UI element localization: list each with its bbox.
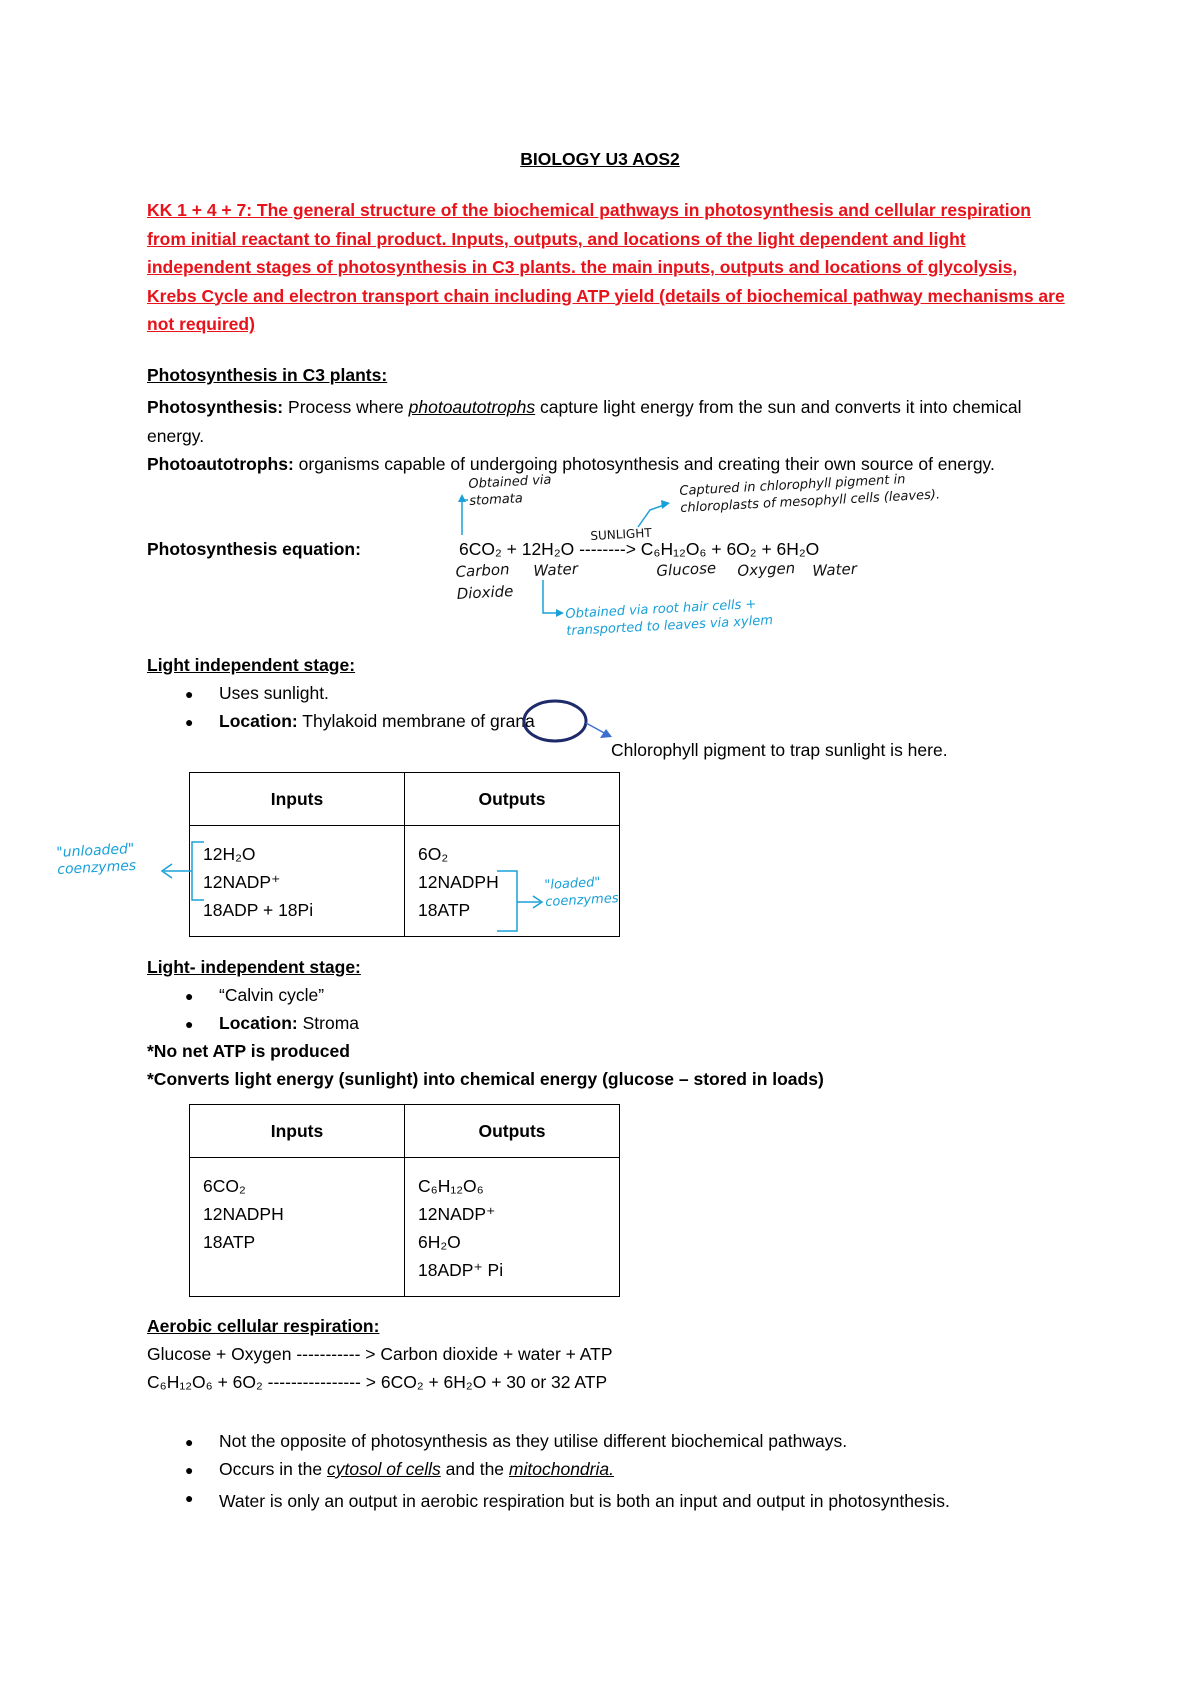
unloaded-coenzymes-note: "unloaded" coenzymes: [56, 840, 137, 878]
table-cell-value: 18ATP: [203, 1232, 256, 1252]
captured-note: Captured in chlorophyll pigment in chloroplasts of mesophyll cells (leaves).: [679, 472, 941, 516]
table-cell-value: 18ADP + 18Pi: [203, 900, 314, 920]
table-cell-value: 6O₂: [418, 844, 449, 864]
mitochondria-link: mitochondria.: [508, 1459, 614, 1479]
inputs-header: Inputs: [190, 1105, 405, 1158]
table-cell-value: 18ADP⁺ Pi: [418, 1260, 504, 1280]
no-atp-note: *No net ATP is produced: [147, 1041, 350, 1061]
bullet-dot: ●: [185, 714, 194, 730]
unloaded-bracket: [192, 842, 204, 900]
bullet-dot: ●: [185, 1490, 194, 1506]
root-arrow: [543, 580, 558, 613]
def-post: capture light energy from the sun and converts it into chemical energy.: [147, 397, 1022, 446]
def-pre: Process where: [288, 397, 404, 417]
captured-arrow: [638, 505, 664, 527]
inputs-header: Inputs: [190, 773, 405, 826]
bullet-dot: ●: [185, 1016, 194, 1032]
glucose-note: Glucose: [655, 558, 717, 580]
photosynthesis-heading: Photosynthesis in C3 plants:: [147, 365, 388, 385]
captured-arrowhead: [661, 500, 670, 509]
oxygen-note: Oxygen: [736, 558, 796, 580]
photoautotrophs-term: Photoautotrophs:: [147, 454, 294, 474]
location-text: Stroma: [302, 1013, 360, 1033]
loaded-bracket: [497, 871, 517, 931]
location-text: Thylakoid membrane of grana: [302, 711, 535, 731]
water-output-note: Water: [811, 559, 858, 580]
chlorophyll-note: Chlorophyll pigment to trap sunlight is here.: [611, 740, 948, 760]
carbon-dioxide-note: Carbon Dioxide: [455, 560, 514, 603]
photosynthesis-term: Photosynthesis:: [147, 397, 284, 417]
bullet-dot: ●: [185, 686, 194, 702]
page-title: BIOLOGY U3 AOS2: [520, 149, 680, 169]
uses-sunlight-item: Uses sunlight.: [219, 683, 329, 703]
table-cell-value: 18ATP: [418, 900, 471, 920]
table-cell-value: 6H₂O: [418, 1232, 461, 1252]
table-cell-value: 12NADP⁺: [418, 1204, 496, 1224]
occurs-pre: Occurs in the: [219, 1459, 323, 1479]
location-term: Location:: [219, 711, 298, 731]
root-arrowhead: [556, 609, 564, 617]
converts-energy-note: *Converts light energy (sunlight) into chemical energy (glucose – stored in loads): [147, 1069, 824, 1089]
photoautotrophs-def: organisms capable of undergoing photosynthesis and creating their own source of energy.: [298, 454, 995, 474]
outputs-header: Outputs: [405, 1105, 620, 1158]
table-cell-value: 12NADPH: [203, 1204, 284, 1224]
water-output-item: Water is only an output in aerobic respiration but is both an input and output in photosynthesis.: [219, 1491, 950, 1511]
table-cell-value: 6CO₂: [203, 1176, 246, 1196]
photosynthesis-equation: 6CO₂ + 12H₂O --------> C₆H₁₂O₆ + 6O₂ + 6H₂O: [459, 539, 820, 559]
occurs-mid: and the: [445, 1459, 505, 1479]
bullet-dot: ●: [185, 1462, 194, 1478]
calvin-cycle-item: “Calvin cycle”: [219, 985, 325, 1005]
table-cell-value: 12NADP⁺: [203, 872, 281, 892]
grana-circle: [524, 701, 586, 741]
bullet-dot: ●: [185, 988, 194, 1004]
stomata-arrow: [462, 500, 468, 535]
sunlight-note: SUNLIGHT: [590, 525, 652, 543]
bullet-dot: ●: [185, 1434, 194, 1450]
respiration-chemical-equation: C₆H₁₂O₆ + 6O₂ ---------------- > 6CO₂ + 6H₂O + 30 or 32 ATP: [147, 1372, 608, 1392]
outputs-header: Outputs: [405, 773, 620, 826]
light-stage-heading: Light independent stage:: [147, 655, 356, 675]
key-knowledge-text: KK 1 + 4 + 7: The general structure of the biochemical pathways in photosynthesis and cellular respiration from initial reactant to final product. Inputs, outputs, and locations of the light dependent and light independent stages of photosynthesis in C3 plants. the main inputs, outputs and locations of glycolysis, Krebs Cycle and electron transport chain including ATP yield (details of biochemical pathway mechanisms are not required): [147, 200, 1065, 334]
cytosol-link: cytosol of cells: [326, 1459, 441, 1479]
root-hair-note: Obtained via root hair cells + transported to leaves via xylem: [565, 596, 774, 639]
calvin-stage-heading: Light- independent stage:: [147, 957, 361, 977]
respiration-heading: Aerobic cellular respiration:: [147, 1316, 380, 1336]
table-cell-value: C₆H₁₂O₆: [418, 1176, 484, 1196]
grana-arrowhead: [600, 729, 612, 738]
stomata-arrowhead: [458, 494, 466, 502]
loaded-coenzymes-note: "loaded" coenzymes: [544, 875, 619, 910]
stomata-note: Obtained via stomata: [468, 472, 552, 509]
respiration-word-equation: Glucose + Oxygen ----------- > Carbon dioxide + water + ATP: [147, 1344, 613, 1364]
equation-label: Photosynthesis equation:: [147, 539, 361, 559]
water-input-note: Water: [532, 559, 579, 580]
photoautotrophs-link: photoautotrophs: [408, 397, 536, 417]
location-term: Location:: [219, 1013, 298, 1033]
not-opposite-item: Not the opposite of photosynthesis as they utilise different biochemical pathways.: [219, 1431, 848, 1451]
table-cell-value: 12H₂O: [203, 844, 256, 864]
table-cell-value: 12NADPH: [418, 872, 499, 892]
